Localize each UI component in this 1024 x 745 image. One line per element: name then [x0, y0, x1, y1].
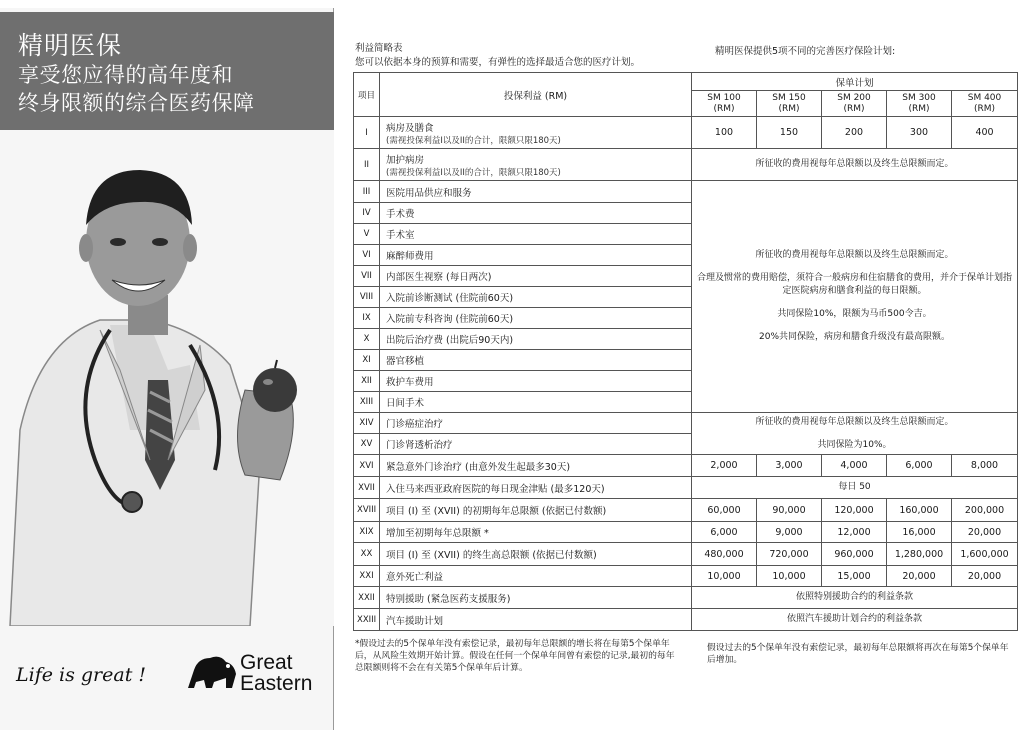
- row-benefit: [380, 117, 692, 149]
- plan-header-2: [822, 91, 887, 117]
- plan-name: SM 100: [707, 92, 741, 103]
- row-number: VI: [354, 245, 380, 266]
- plan-value-cell: 1,280,000: [887, 543, 952, 566]
- plan-header-4: [952, 91, 1018, 117]
- brand-name: [240, 652, 312, 694]
- benefit-table: [353, 72, 1018, 631]
- note-outpatient: [692, 413, 1018, 455]
- benefit-label: 手术室: [386, 230, 415, 241]
- plan-currency: (RM): [778, 103, 800, 114]
- doctor-photo: [0, 130, 334, 626]
- benefit-label: 器官移植: [386, 356, 425, 367]
- benefit-summary-page: [345, 0, 1024, 745]
- benefit-label: 麻醉师费用: [386, 251, 434, 262]
- row-benefit: [380, 287, 692, 308]
- row-number: XXI: [354, 566, 380, 587]
- row-number: X: [354, 329, 380, 350]
- plan-value-cell: 720,000: [757, 543, 822, 566]
- note-outpatient-line-0: 所征收的费用视每年总限额以及终生总限额而定。: [755, 416, 954, 427]
- benefit-label: 门诊癌症治疗: [386, 419, 444, 430]
- plan-header-3: [887, 91, 952, 117]
- table-row: [354, 181, 1018, 203]
- row-benefit: [380, 203, 692, 224]
- plan-value-cell: 3,000: [757, 455, 822, 477]
- plan-name: SM 150: [772, 92, 806, 103]
- plan-name: SM 400: [967, 92, 1002, 103]
- row-benefit: [380, 245, 692, 266]
- row-benefit: [380, 609, 692, 631]
- row-benefit: [380, 181, 692, 203]
- table-row: [354, 413, 1018, 434]
- note-general-charges: [692, 181, 1018, 413]
- row-benefit: [380, 350, 692, 371]
- cover-title: 精明医保: [18, 31, 123, 60]
- benefit-label: 项目 (I) 至 (XVII) 的初期每年总限额 (依据已付数额): [386, 506, 607, 517]
- plans-header: 精明医保提供5项不同的完善医疗保险计划:: [715, 46, 896, 57]
- plan-currency: (RM): [843, 103, 865, 114]
- row-number: IV: [354, 203, 380, 224]
- row-benefit: [380, 543, 692, 566]
- benefit-label: 病房及膳食: [386, 122, 434, 134]
- plan-value-cell: 6,000: [887, 455, 952, 477]
- row-number: XII: [354, 371, 380, 392]
- benefit-label: 医院用品供应和服务: [386, 187, 472, 199]
- slogan-text: Life is great !: [16, 664, 147, 686]
- note-special-assistance: 依照特别援助合约的利益条款: [692, 587, 1018, 609]
- row-number: VII: [354, 266, 380, 287]
- lion-logo-icon: [184, 648, 242, 694]
- table-row: [354, 609, 1018, 631]
- note-general-charges-line-3: 20%共同保险，病房和膳食升级没有最高限额。: [759, 332, 951, 342]
- row-number: XVI: [354, 455, 380, 477]
- row-benefit: [380, 522, 692, 543]
- plan-value-cell: 20,000: [887, 566, 952, 587]
- benefit-summary-title: 利益简略表: [355, 43, 403, 54]
- plan-value-cell: 150: [757, 117, 822, 149]
- row-benefit: [380, 308, 692, 329]
- row-benefit: [380, 477, 692, 499]
- benefit-summary-intro: 您可以依据本身的预算和需要，有弹性的选择最适合您的医疗计划。: [355, 57, 641, 68]
- cover-banner: [0, 12, 334, 130]
- row-benefit: [380, 499, 692, 522]
- plan-value-cell: 120,000: [822, 499, 887, 522]
- row-benefit: [380, 392, 692, 413]
- table-header-row: [354, 73, 1018, 91]
- row-number: XIX: [354, 522, 380, 543]
- benefit-label: 手术费: [386, 209, 415, 220]
- plan-value-cell: 300: [887, 117, 952, 149]
- benefit-label: 增加至初期每年总限额 *: [386, 528, 489, 539]
- plan-value-cell: 480,000: [692, 543, 757, 566]
- row-number: III: [354, 181, 380, 203]
- footnote-left: *假设过去的5个保单年没有索偿记录，最初每年总限额的增长将在每第5个保单年后，从风险生效期开始计算。假设在任何一个保单年间曾有索偿的记录,最初的每年总限额则将不会在有关第5个保单年后计算。: [355, 639, 675, 673]
- table-row: [354, 499, 1018, 522]
- row-number: XI: [354, 350, 380, 371]
- note-car-assistance: 依照汽车援助计划合约的利益条款: [692, 609, 1018, 631]
- row-benefit: [380, 371, 692, 392]
- row-number: XX: [354, 543, 380, 566]
- benefit-label: 日间手术: [386, 398, 425, 409]
- benefit-label: 紧急意外门诊治疗 (由意外发生起最多30天): [386, 461, 571, 473]
- col-benefit-header: 投保利益 (RM): [380, 73, 692, 117]
- benefit-sublabel: (需视投保利益I以及II的合计，限额只限180天): [386, 135, 561, 146]
- benefit-table-body: [354, 73, 1018, 631]
- row-benefit: [380, 434, 692, 455]
- table-row: [354, 117, 1018, 149]
- note-icu: 所征收的费用视每年总限额以及终生总限额而定。: [692, 149, 1018, 181]
- plan-value-cell: 12,000: [822, 522, 887, 543]
- brand-line-2: Eastern: [240, 672, 313, 695]
- footnote-right: 假设过去的5个保单年没有索偿记录，最初每年总限额将再次在每第5个保单年后增加。: [707, 643, 1009, 665]
- row-benefit: [380, 329, 692, 350]
- plan-value-cell: 10,000: [692, 566, 757, 587]
- plan-value-cell: 6,000: [692, 522, 757, 543]
- cover-subtitle-line2: 终身限额的综合医药保障: [18, 91, 255, 115]
- note-general-charges-line-0: 所征收的费用视每年总限额以及终生总限额而定。: [755, 250, 954, 260]
- plan-value-cell: 100: [692, 117, 757, 149]
- col-plans-header: 保单计划: [692, 73, 1018, 91]
- row-benefit: [380, 455, 692, 477]
- plan-value-cell: 20,000: [952, 566, 1018, 587]
- cover-footer: [0, 628, 334, 728]
- row-number: I: [354, 117, 380, 149]
- plan-value-cell: 200: [822, 117, 887, 149]
- row-number: XVIII: [354, 499, 380, 522]
- note-general-charges-line-1: 合理及惯常的费用赔偿，须符合一般病房和住宿膳食的费用，并介于保单计划指定医院病房和膳食利益的每日限额。: [697, 273, 1013, 296]
- row-number: II: [354, 149, 380, 181]
- benefit-sublabel: (需视投保利益I以及II的合计，限额只限180天): [386, 167, 561, 178]
- row-number: XXII: [354, 587, 380, 609]
- plan-value-cell: 90,000: [757, 499, 822, 522]
- plan-value-cell: 10,000: [757, 566, 822, 587]
- row-number: XIV: [354, 413, 380, 434]
- plan-value-cell: 2,000: [692, 455, 757, 477]
- row-benefit: [380, 149, 692, 181]
- plan-value-cell: 1,600,000: [952, 543, 1018, 566]
- table-row: [354, 455, 1018, 477]
- col-item-header: 项目: [354, 73, 380, 117]
- brand-line-1: Great: [240, 651, 293, 674]
- table-row: [354, 149, 1018, 181]
- benefit-label: 门诊肾透析治疗: [386, 440, 453, 451]
- row-benefit: [380, 413, 692, 434]
- table-row: [354, 566, 1018, 587]
- benefit-label: 内部医生视察 (每日两次): [386, 272, 492, 283]
- row-number: XV: [354, 434, 380, 455]
- benefit-label: 出院后治疗费 (出院后90天内): [386, 335, 514, 346]
- plan-value-cell: 200,000: [952, 499, 1018, 522]
- plan-header-1: [757, 91, 822, 117]
- row-number: V: [354, 224, 380, 245]
- benefit-label: 救护车费用: [386, 377, 434, 388]
- plan-value-cell: 15,000: [822, 566, 887, 587]
- row-benefit: [380, 566, 692, 587]
- row-number: XVII: [354, 477, 380, 499]
- note-daily-cash: 每日 50: [692, 477, 1018, 499]
- benefit-label: 汽车援助计划: [386, 615, 444, 627]
- note-general-charges-line-2: 共同保险10%，限额为马币500令吉。: [777, 309, 932, 319]
- brochure-cover-panel: [0, 8, 334, 730]
- plan-value-cell: 960,000: [822, 543, 887, 566]
- plan-value-cell: 9,000: [757, 522, 822, 543]
- plan-value-cell: 160,000: [887, 499, 952, 522]
- row-benefit: [380, 266, 692, 287]
- benefit-label: 项目 (I) 至 (XVII) 的终生高总限额 (依据已付数额): [386, 550, 597, 561]
- benefit-label: 入住马来西亚政府医院的每日现金津贴 (最多120天): [386, 483, 605, 495]
- benefit-label: 特别援助 (紧急医药支援服务): [386, 593, 511, 605]
- plan-value-cell: 16,000: [887, 522, 952, 543]
- table-row: [354, 587, 1018, 609]
- plan-value-cell: 400: [952, 117, 1018, 149]
- plan-value-cell: 8,000: [952, 455, 1018, 477]
- row-benefit: [380, 587, 692, 609]
- table-row: [354, 477, 1018, 499]
- row-number: XIII: [354, 392, 380, 413]
- benefit-label: 入院前专科咨询 (住院前60天): [386, 314, 514, 325]
- benefit-label: 意外死亡利益: [386, 572, 444, 583]
- table-row: [354, 522, 1018, 543]
- plan-currency: (RM): [713, 103, 735, 114]
- table-row: [354, 543, 1018, 566]
- row-number: IX: [354, 308, 380, 329]
- plan-value-cell: 20,000: [952, 522, 1018, 543]
- plan-value-cell: 4,000: [822, 455, 887, 477]
- benefit-label: 入院前诊断测试 (住院前60天): [386, 293, 514, 304]
- plan-name: SM 300: [902, 92, 936, 103]
- benefit-label: 加护病房: [386, 154, 425, 166]
- benefit-summary-header: [355, 42, 640, 70]
- plan-value-cell: 60,000: [692, 499, 757, 522]
- plan-currency: (RM): [908, 103, 930, 114]
- row-number: XXIII: [354, 609, 380, 631]
- cover-subtitle-line1: 享受您应得的高年度和: [18, 63, 233, 87]
- row-number: VIII: [354, 287, 380, 308]
- plan-currency: (RM): [973, 103, 996, 114]
- row-benefit: [380, 224, 692, 245]
- plan-header-0: [692, 91, 757, 117]
- plan-name: SM 200: [837, 92, 871, 103]
- note-outpatient-line-1: 共同保险为10%。: [817, 439, 892, 450]
